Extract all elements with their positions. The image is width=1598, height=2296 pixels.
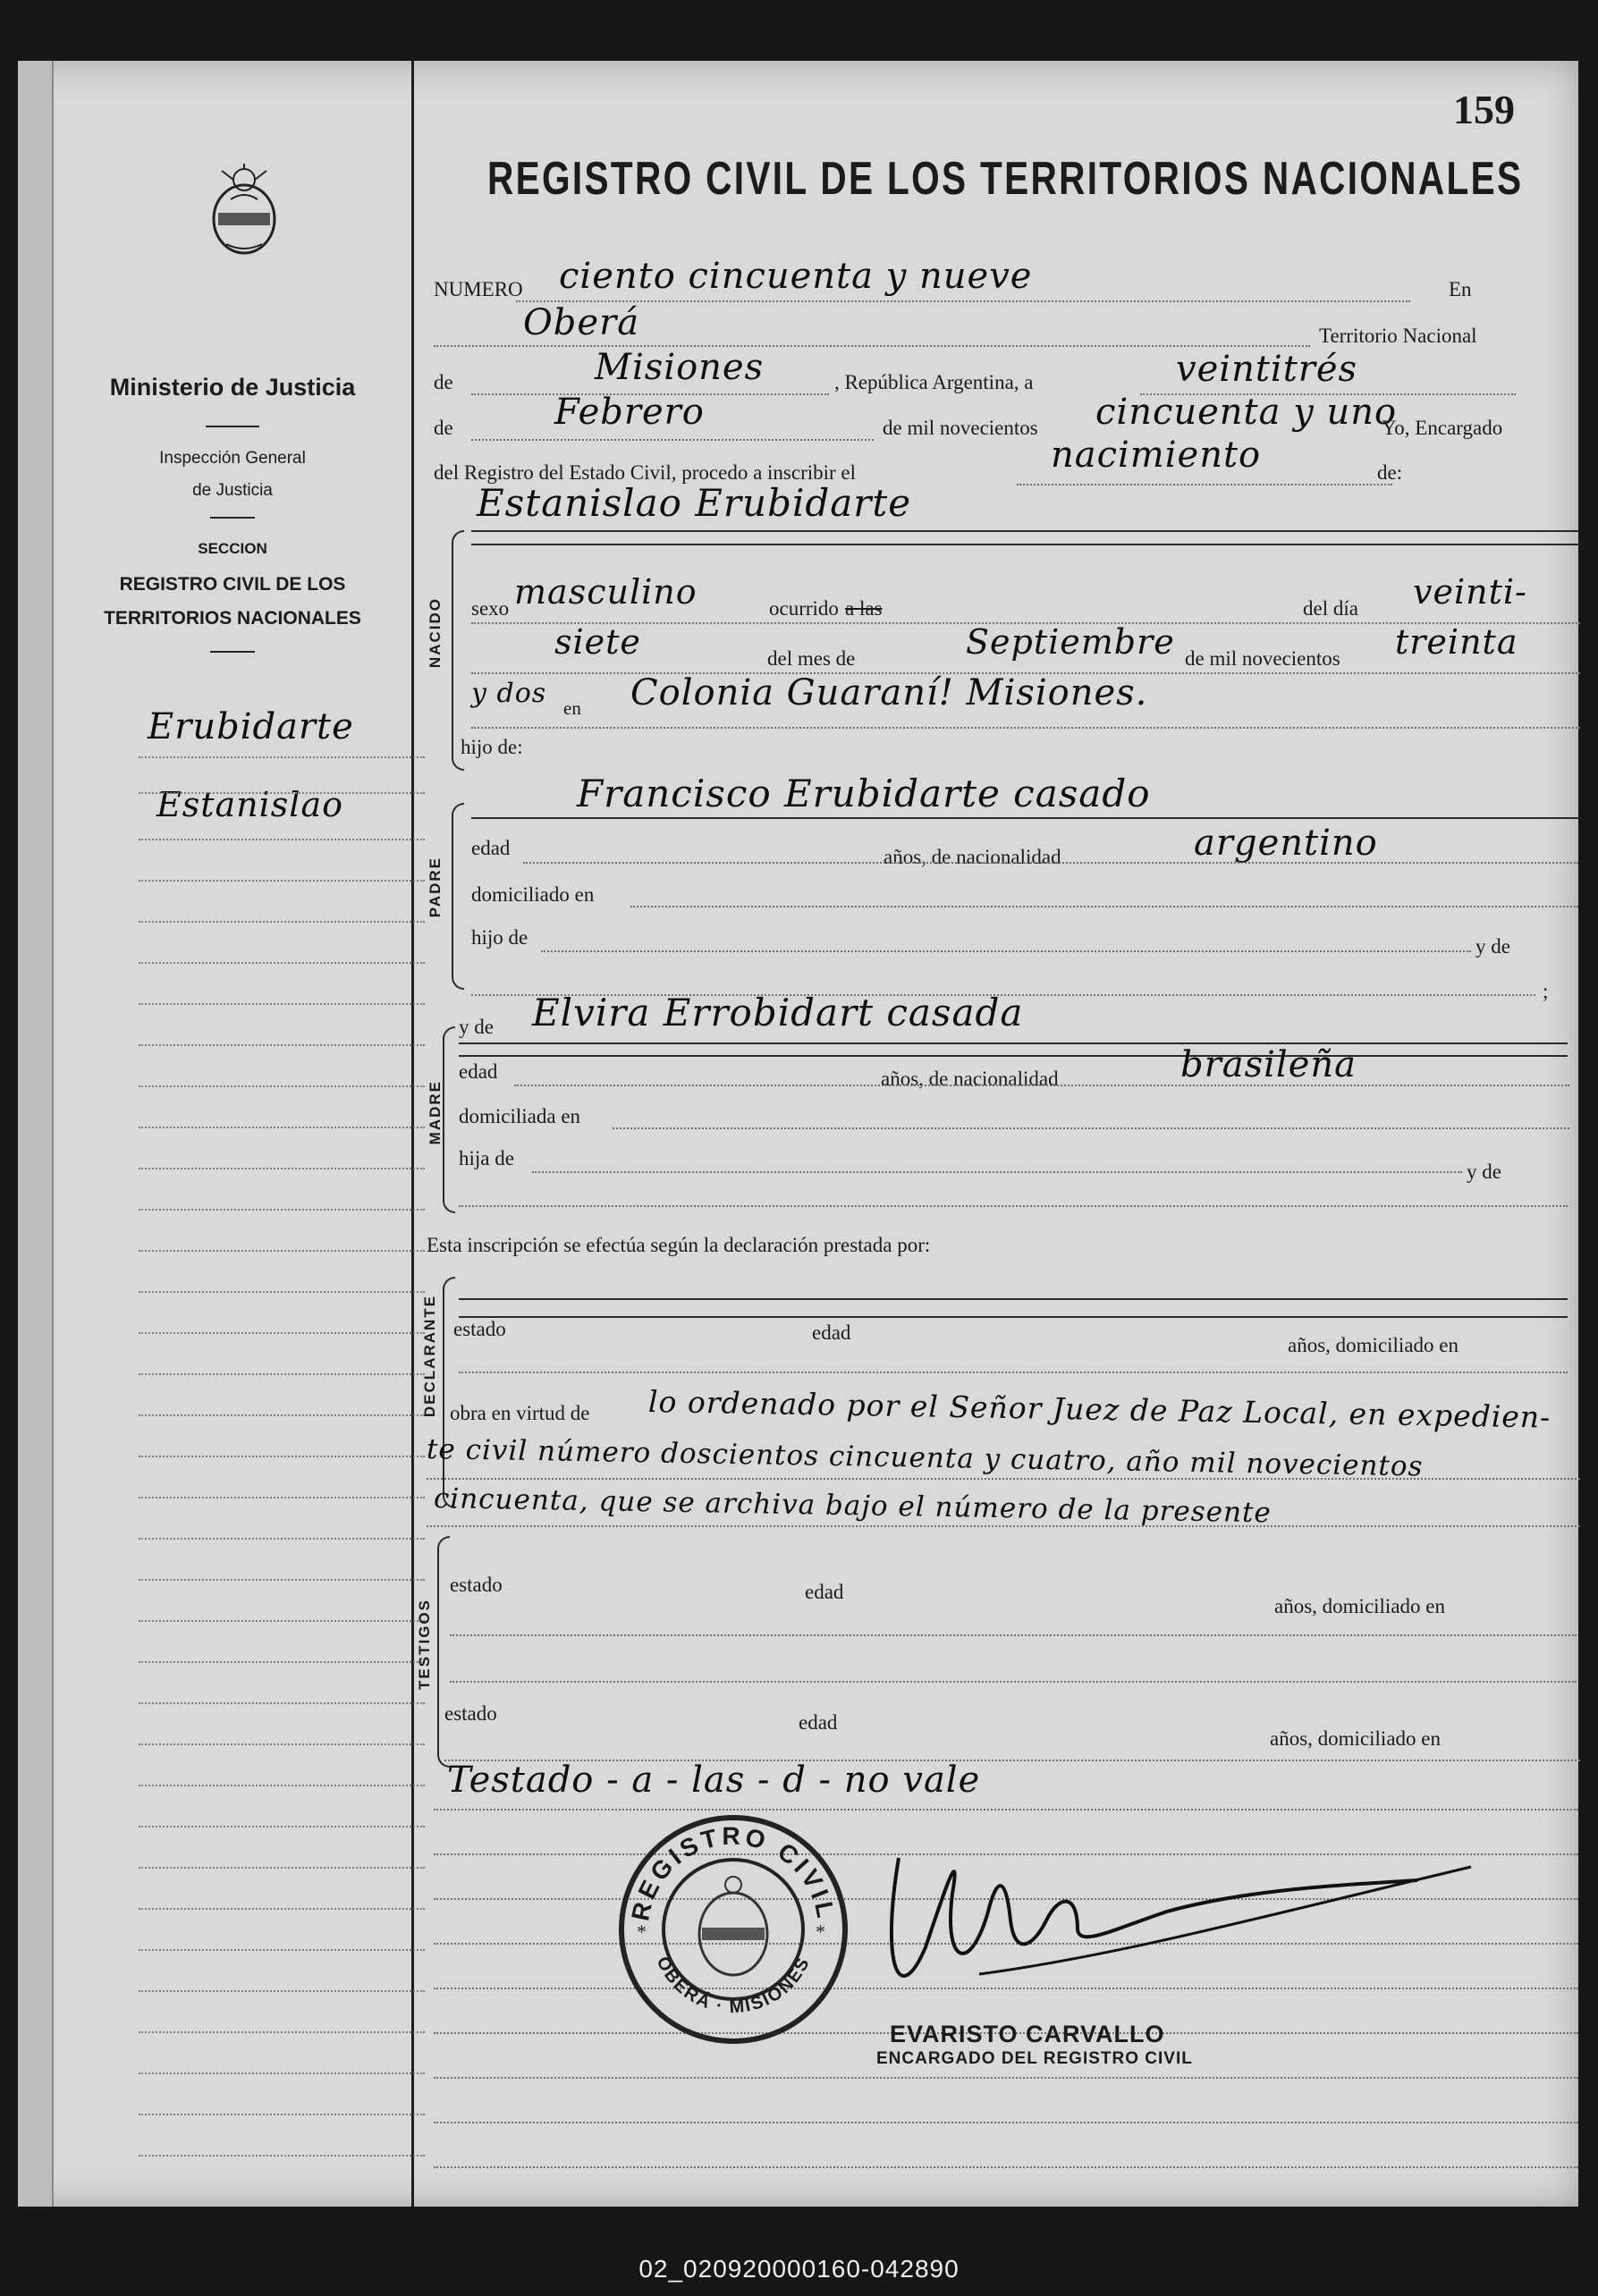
hijo-de-label: hijo de	[471, 926, 528, 949]
ministry-title: Ministerio de Justicia	[109, 374, 356, 401]
svg-text:*: *	[637, 1920, 647, 1943]
ocurrido-label: ocurrido	[769, 597, 839, 620]
de-label: de	[434, 417, 453, 439]
province-value: Misiones	[595, 347, 765, 388]
semicolon: ;	[1543, 980, 1549, 1002]
estado-label: estado	[450, 1574, 503, 1596]
solid-line	[471, 530, 1580, 532]
dotted-line	[450, 1634, 1577, 1636]
birth-day-value-2: siete	[554, 622, 641, 662]
dotted-line	[532, 1171, 1462, 1173]
declarante-bracket	[443, 1277, 455, 1508]
madre-bracket	[443, 1026, 455, 1213]
registrar-title: ENCARGADO DEL REGISTRO CIVIL	[876, 2049, 1193, 2068]
dotted-line	[471, 439, 874, 441]
annotation-note: Testado - a - las - d - no vale	[447, 1760, 981, 1801]
obra-line-3: cincuenta, que se archiva bajo el número de la presente	[433, 1482, 1272, 1530]
territorio-label: Territorio Nacional	[1319, 325, 1477, 347]
dotted-line	[434, 345, 1310, 347]
edad-label: edad	[805, 1581, 844, 1603]
page-number: 159	[1453, 87, 1515, 132]
en-label: En	[1449, 278, 1472, 300]
dotted-line	[434, 2122, 1578, 2123]
dotted-line	[450, 1681, 1577, 1683]
birth-place-value: Colonia Guaraní! Misiones.	[630, 672, 1148, 713]
de-mil-label: de mil novecientos	[1185, 647, 1340, 670]
estado-label: estado	[444, 1702, 497, 1725]
nacido-side-label: NACIDO	[427, 597, 444, 669]
divider	[206, 426, 259, 427]
year-value: cincuenta y uno	[1095, 392, 1398, 433]
estado-label: estado	[453, 1318, 506, 1340]
svg-text:*: *	[816, 1920, 825, 1943]
place-value: Oberá	[523, 302, 640, 343]
republica-label: , República Argentina, a	[834, 371, 1034, 393]
dotted-line	[427, 1478, 1580, 1480]
page-title: REGISTRO CIVIL DE LOS TERRITORIOS NACIONALES	[487, 153, 1524, 205]
solid-line	[459, 1316, 1568, 1318]
solid-line	[471, 817, 1580, 819]
mother-nationality-value: brasileña	[1180, 1044, 1357, 1085]
seal-top-text: REGISTRO CIVIL	[626, 1821, 841, 1924]
registro-label: del Registro del Estado Civil, procedo a inscribir el	[434, 461, 857, 484]
day-value: veintitrés	[1176, 349, 1358, 390]
margin-given-name: Estanislao	[156, 785, 343, 824]
record-number-value: ciento cincuenta y nueve	[559, 256, 1033, 297]
inspection-line-1: Inspección General	[159, 449, 306, 468]
registry-line-1: REGISTRO CIVIL DE LOS	[119, 574, 346, 595]
y-de-label: y de	[1467, 1161, 1501, 1183]
svg-text:REGISTRO CIVIL	[626, 1822, 841, 1923]
mother-y-de-label: y de	[459, 1016, 494, 1038]
father-value: Francisco Erubidarte casado	[577, 772, 1151, 815]
de-colon-label: de:	[1377, 461, 1403, 484]
mil-label: de mil novecientos	[883, 417, 1038, 439]
testigos-side-label: TESTIGOS	[416, 1599, 433, 1690]
padre-side-label: PADRE	[427, 857, 444, 918]
month-value: Febrero	[554, 392, 705, 433]
dotted-line	[471, 727, 1580, 729]
inspection-line-2: de Justicia	[192, 481, 273, 500]
obra-line-1: lo ordenado por el Señor Juez de Paz Local, en expedien-	[647, 1384, 1551, 1435]
en-label: en	[563, 697, 581, 719]
dotted-line	[613, 1127, 1569, 1129]
edad-label: edad	[799, 1711, 838, 1734]
birth-year-value-2: y dos	[471, 678, 547, 709]
anos-nacionalidad-label: años, de nacionalidad	[881, 1068, 1059, 1090]
dotted-line	[459, 1372, 1568, 1373]
hijo-label: hijo de:	[461, 736, 523, 758]
dotted-line	[516, 300, 1410, 302]
edad-label: edad	[812, 1321, 851, 1344]
madre-side-label: MADRE	[427, 1080, 444, 1145]
birth-day-value-1: veinti-	[1413, 572, 1527, 612]
anos-domiciliado-label: años, domiciliado en	[1270, 1727, 1441, 1750]
anos-domiciliado-label: años, domiciliado en	[1274, 1595, 1445, 1617]
nacido-bracket	[452, 530, 464, 771]
margin-surname: Erubidarte	[148, 706, 354, 747]
record-form	[416, 61, 1578, 2207]
dotted-line	[434, 2077, 1578, 2079]
sex-value: masculino	[514, 572, 698, 612]
registry-line-2: TERRITORIOS NACIONALES	[104, 608, 361, 629]
domiciliado-label: domiciliado en	[471, 883, 595, 906]
edad-label: edad	[471, 837, 511, 859]
book-spine	[18, 61, 54, 2207]
dotted-line	[514, 1085, 1569, 1086]
dotted-line	[1017, 484, 1392, 485]
margin-column	[54, 61, 414, 2207]
declarante-side-label: DECLARANTE	[421, 1295, 438, 1418]
registrar-name: EVARISTO CARVALLO	[890, 2021, 1165, 2047]
mother-value: Elvira Errobidart casada	[532, 991, 1024, 1034]
dotted-line	[427, 1525, 1580, 1527]
father-nationality-value: argentino	[1194, 823, 1378, 864]
seal-bottom-text: OBERÁ · MISIONES	[652, 1953, 815, 2018]
dotted-line	[541, 950, 1471, 952]
birth-year-value-1: treinta	[1395, 622, 1518, 662]
svg-text:OBERÁ · MISIONES	[653, 1954, 815, 2017]
registry-seal-stamp	[617, 1813, 850, 2046]
dotted-line	[434, 2166, 1578, 2168]
anos-nacionalidad-label: años, de nacionalidad	[884, 846, 1061, 868]
archive-id: 02_020920000160-042890	[638, 2255, 960, 2283]
obra-label: obra en virtud de	[450, 1402, 590, 1424]
domiciliada-label: domiciliada en	[459, 1105, 581, 1127]
yo-label: Yo, Encargado	[1382, 417, 1503, 439]
dotted-line	[523, 862, 1578, 864]
padre-bracket	[452, 803, 464, 990]
birth-month-value: Septiembre	[966, 622, 1175, 662]
obra-line-2: te civil número doscientos cincuenta y cuatro, año mil novecientos	[426, 1433, 1424, 1483]
y-de-label: y de	[1475, 935, 1510, 958]
section-label: SECCION	[198, 540, 267, 557]
national-coat-of-arms-icon	[204, 164, 284, 257]
sexo-label: sexo	[471, 597, 510, 620]
anos-domiciliado-label: años, domiciliado en	[1288, 1334, 1458, 1356]
solid-line	[471, 544, 1580, 545]
dotted-line	[459, 1205, 1568, 1207]
divider	[210, 651, 255, 653]
register-page	[18, 61, 1578, 2207]
child-name-value: Estanislao Erubidarte	[477, 481, 912, 525]
solid-line	[459, 1055, 1568, 1057]
solid-line	[459, 1298, 1568, 1300]
solid-line	[459, 1042, 1568, 1044]
hija-de-label: hija de	[459, 1147, 514, 1169]
del-mes-label: del mes de	[767, 647, 856, 670]
dotted-line	[630, 906, 1578, 907]
ocurrido-struck-text: a las	[845, 597, 883, 620]
act-type-value: nacimiento	[1051, 435, 1262, 476]
declaracion-label: Esta inscripción se efectúa según la declaración prestada por:	[427, 1234, 931, 1256]
edad-label: edad	[459, 1060, 498, 1083]
divider	[210, 517, 255, 519]
testigos-bracket	[437, 1536, 450, 1768]
de-label: de	[434, 371, 453, 393]
numero-label: NUMERO	[434, 278, 523, 300]
del-dia-label: del día	[1303, 597, 1358, 620]
